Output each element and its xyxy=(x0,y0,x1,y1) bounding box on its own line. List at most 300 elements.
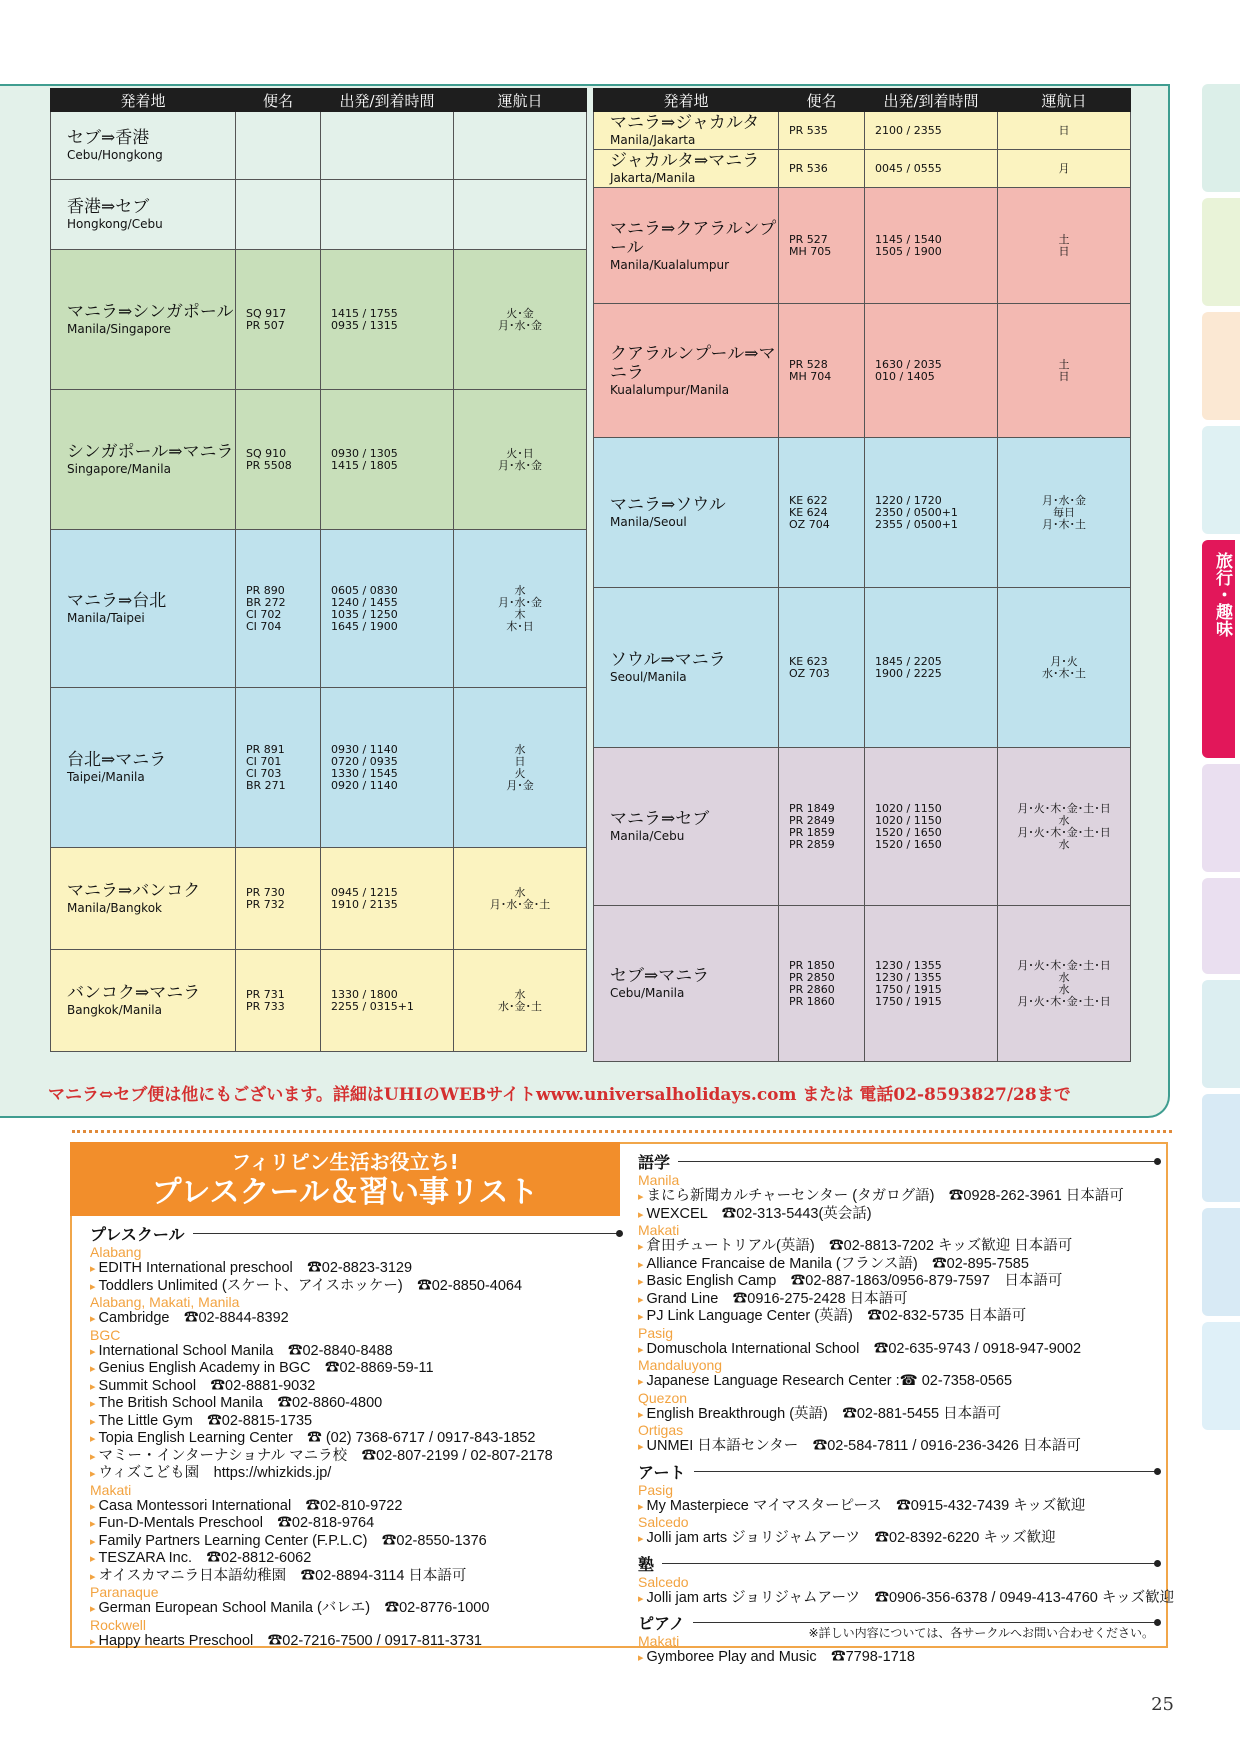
operating-days: 火 xyxy=(514,766,526,780)
side-tab[interactable] xyxy=(1202,1322,1240,1430)
route-jp: マニラ⇒バンコク xyxy=(67,881,201,901)
list-item: ▸ The Little Gym ☎02-8815-1735 xyxy=(90,1413,620,1431)
list-item: ▸ マミー・インターナショナル マニラ校 ☎02-807-2199 / 02-807-2178 xyxy=(90,1448,620,1466)
flight-table-right xyxy=(593,88,1131,1062)
operating-days: 水 xyxy=(1058,970,1070,984)
list-item: ▸ UNMEI 日本語センター ☎02-584-7811 / 0916-236-3426 日本語可 xyxy=(638,1438,1158,1456)
list-item: ▸ My Masterpiece マイマスターピース ☎0915-432-7439 キッズ歓迎 xyxy=(638,1498,1158,1516)
header-origin: 発着地 xyxy=(51,89,236,112)
days-cell xyxy=(998,112,1131,150)
flight-number: PR 528 xyxy=(789,357,828,371)
banner-title: プレスクール＆習い事リスト xyxy=(151,1175,539,1210)
flight-number: PR 890 xyxy=(246,583,285,597)
time-cell xyxy=(865,438,998,588)
list-banner xyxy=(70,1142,620,1216)
operating-days: 月･火 xyxy=(1050,654,1078,668)
flight-time: 1645 / 1900 xyxy=(331,619,398,633)
route-en: Singapore/Manila xyxy=(67,462,171,476)
route-jp: マニラ⇒ソウル xyxy=(610,495,726,515)
operating-days: 月･火･木･金･土･日 xyxy=(1017,994,1111,1008)
flight-time: 2100 / 2355 xyxy=(875,123,942,137)
header-time: 出発/到着時間 xyxy=(321,89,454,112)
flight-time: 1750 / 1915 xyxy=(875,994,942,1008)
route-en: Hongkong/Cebu xyxy=(67,217,163,231)
list-item: ▸ Genius English Academy in BGC ☎02-8869-59-11 xyxy=(90,1360,620,1378)
list-column-right xyxy=(638,1146,1175,1667)
header-days: 運航日 xyxy=(998,89,1131,112)
route-jp: 香港⇒セブ xyxy=(67,197,150,217)
time-cell xyxy=(321,848,454,950)
flight-time: 1505 / 1900 xyxy=(875,244,942,258)
operating-days: 月 xyxy=(1058,161,1070,175)
side-tab[interactable] xyxy=(1202,426,1240,534)
operating-days: 水 xyxy=(1058,813,1070,827)
time-cell xyxy=(321,688,454,848)
time-cell xyxy=(321,530,454,688)
days-cell xyxy=(998,188,1131,304)
flight-row xyxy=(51,950,587,1052)
list-item: ▸ Toddlers Unlimited (スケート、アイスホッケー) ☎02-8850-4064 xyxy=(90,1278,620,1296)
flight-number: PR 2849 xyxy=(789,813,835,827)
flight-number: BR 272 xyxy=(246,595,286,609)
flight-number: PR 1850 xyxy=(789,958,835,972)
time-cell xyxy=(865,748,998,906)
time-cell xyxy=(321,180,454,250)
list-item: ▸ Topia English Learning Center ☎ (02) 7368-6717 / 0917-843-1852 xyxy=(90,1430,620,1448)
flight-number: OZ 703 xyxy=(789,666,830,680)
route-en: Cebu/Manila xyxy=(610,986,685,1000)
header-flight: 便名 xyxy=(779,89,865,112)
flight-cell xyxy=(779,304,865,438)
list-item: ▸ Happy hearts Preschool ☎02-7216-7500 / 0917-811-3731 xyxy=(90,1633,620,1651)
operating-days: 水 xyxy=(514,742,526,756)
time-cell xyxy=(321,390,454,530)
list-item: ▸ Jolli jam arts ジョリジャムアーツ ☎02-8392-6220 キッズ歓迎 xyxy=(638,1530,1158,1548)
category-label: プレスクール xyxy=(90,1227,185,1244)
route-en: Seoul/Manila xyxy=(610,670,687,684)
side-index-tabs xyxy=(1202,84,1240,1436)
area-label: Makati xyxy=(638,1633,680,1649)
side-tab[interactable] xyxy=(1202,764,1240,872)
area-label: Mandaluyong xyxy=(638,1357,723,1373)
route-jp: ジャカルタ⇒マニラ xyxy=(610,151,760,171)
flight-time: 1020 / 1150 xyxy=(875,813,942,827)
operating-days: 水 xyxy=(514,885,526,899)
flight-time: 0920 / 1140 xyxy=(331,778,398,792)
area-label: Manila xyxy=(638,1172,680,1188)
list-category xyxy=(638,1460,1158,1483)
route-en: Manila/Jakarta xyxy=(610,133,696,147)
flight-cell xyxy=(236,390,321,530)
days-cell xyxy=(998,906,1131,1062)
flight-number: PR 731 xyxy=(246,987,285,1001)
operating-days: 水 xyxy=(1058,982,1070,996)
days-cell xyxy=(998,438,1131,588)
flight-cell xyxy=(236,112,321,180)
list-item: ▸ Gymboree Play and Music ☎7798-1718 xyxy=(638,1649,1158,1667)
flight-number: MH 704 xyxy=(789,369,832,383)
list-category xyxy=(638,1150,1158,1173)
route-cell xyxy=(51,390,236,530)
days-cell xyxy=(998,150,1131,188)
operating-days: 水 xyxy=(1058,837,1070,851)
list-item: ▸ 倉田チュートリアル(英語) ☎02-8813-7202 キッズ歓迎 日本語可 xyxy=(638,1238,1158,1256)
flight-cell xyxy=(779,112,865,150)
list-item: ▸ Summit School ☎02-8881-9032 xyxy=(90,1378,620,1396)
flight-time: 1900 / 2225 xyxy=(875,666,942,680)
operating-days: 月･水･金 xyxy=(1042,493,1086,507)
list-item: ▸ ウィズこども園 https://whizkids.jp/ xyxy=(90,1465,620,1483)
header-days: 運航日 xyxy=(454,89,587,112)
flight-number: PR 2860 xyxy=(789,982,835,996)
operating-days: 月･水･金･土 xyxy=(489,897,551,911)
flight-time: 0045 / 0555 xyxy=(875,161,942,175)
operating-days: 火･日 xyxy=(506,446,534,460)
operating-days: 日 xyxy=(1058,123,1070,137)
flight-number: PR 1860 xyxy=(789,994,835,1008)
days-cell xyxy=(454,112,587,180)
route-jp: シンガポール⇒マニラ xyxy=(67,442,234,462)
side-tab[interactable] xyxy=(1202,312,1240,420)
route-jp: セブ⇒マニラ xyxy=(610,966,710,986)
flight-time: 1415 / 1755 xyxy=(331,306,398,320)
flight-number: CI 703 xyxy=(246,766,282,780)
operating-days: 月･水･金 xyxy=(498,458,542,472)
area-label: Quezon xyxy=(638,1389,688,1406)
header-time: 出発/到着時間 xyxy=(865,89,998,112)
operating-days: 水･金･土 xyxy=(498,999,542,1013)
area-label: Makati xyxy=(90,1481,132,1498)
flight-row xyxy=(594,112,1131,150)
route-en: Manila/Seoul xyxy=(610,515,687,529)
list-category xyxy=(90,1222,620,1245)
flight-time: 0945 / 1215 xyxy=(331,885,398,899)
route-jp: クアラルンプール⇒マニラ xyxy=(610,343,776,383)
flight-cell xyxy=(236,530,321,688)
flight-notice: マニラ⇔セブ便は他にもございます。詳細はUHIのWEBサイトwww.universalholidays.com または 電話02-8593827/28まで xyxy=(48,1085,1071,1105)
route-cell xyxy=(594,906,779,1062)
flight-number: PR 2859 xyxy=(789,837,835,851)
route-jp: ソウル⇒マニラ xyxy=(610,650,726,670)
flight-time: 0930 / 1140 xyxy=(331,742,398,756)
side-tab[interactable] xyxy=(1202,980,1240,1088)
category-rule xyxy=(662,1563,1158,1564)
footnote: ※詳しい内容については、各サークルへお問い合わせください。 xyxy=(808,1626,1154,1640)
flight-table-left xyxy=(50,88,587,1052)
route-cell xyxy=(594,438,779,588)
flight-number: PR 5508 xyxy=(246,458,292,472)
area-label: Alabang, Makati, Manila xyxy=(90,1294,240,1310)
list-item: ▸ German European School Manila (バレエ) ☎02-8776-1000 xyxy=(90,1600,620,1618)
time-cell xyxy=(321,250,454,390)
flight-time: 2255 / 0315+1 xyxy=(331,999,414,1013)
time-cell xyxy=(865,588,998,748)
operating-days: 月･火･木･金･土･日 xyxy=(1017,825,1111,839)
flight-time: 2355 / 0500+1 xyxy=(875,517,958,531)
flight-row xyxy=(594,304,1131,438)
flight-row xyxy=(594,188,1131,304)
route-en: Taipei/Manila xyxy=(67,770,145,784)
flight-row xyxy=(51,390,587,530)
route-en: Manila/Taipei xyxy=(67,611,145,625)
list-item: ▸ English Breakthrough (英語) ☎02-881-5455 日本語可 xyxy=(638,1406,1158,1424)
route-cell xyxy=(51,250,236,390)
route-jp: セブ⇒香港 xyxy=(67,128,150,148)
flight-row xyxy=(594,150,1131,188)
category-label: アート xyxy=(638,1464,686,1482)
route-en: Manila/Bangkok xyxy=(67,901,162,915)
days-cell xyxy=(998,748,1131,906)
flight-time: 1220 / 1720 xyxy=(875,493,942,507)
list-item: ▸ オイスカマニラ日本語幼稚園 ☎02-8894-3114 日本語可 xyxy=(90,1568,620,1586)
list-item: ▸ EDITH International preschool ☎02-8823-3129 xyxy=(90,1260,620,1278)
operating-days: 月･金 xyxy=(506,778,534,792)
time-cell xyxy=(865,188,998,304)
time-cell xyxy=(321,112,454,180)
flight-number: CI 702 xyxy=(246,607,282,621)
flight-number: PR 1859 xyxy=(789,825,835,839)
flight-number: PR 2850 xyxy=(789,970,835,984)
flight-row xyxy=(51,848,587,950)
route-jp: マニラ⇒シンガポール xyxy=(67,302,234,322)
route-en: Manila/Singapore xyxy=(67,322,171,336)
dotted-divider xyxy=(72,1130,1172,1133)
area-label: Alabang xyxy=(90,1244,142,1260)
days-cell xyxy=(454,848,587,950)
flight-cell xyxy=(236,180,321,250)
flight-time: 1520 / 1650 xyxy=(875,825,942,839)
flight-row xyxy=(594,748,1131,906)
list-item: ▸ International School Manila ☎02-8840-8488 xyxy=(90,1343,620,1361)
route-jp: 台北⇒マニラ xyxy=(67,750,167,770)
flight-time: 010 / 1405 xyxy=(875,369,935,383)
flight-number: PR 730 xyxy=(246,885,285,899)
flight-number: PR 733 xyxy=(246,999,285,1013)
flight-number: CI 701 xyxy=(246,754,282,768)
route-jp: バンコク⇒マニラ xyxy=(67,983,201,1003)
flight-row xyxy=(51,688,587,848)
list-item: ▸ WEXCEL ☎02-313-5443(英会話) xyxy=(638,1206,1158,1224)
flight-time: 1230 / 1355 xyxy=(875,970,942,984)
operating-days: 水･木･土 xyxy=(1042,666,1086,680)
route-cell xyxy=(51,180,236,250)
flight-time: 1020 / 1150 xyxy=(875,801,942,815)
page-number: 25 xyxy=(1151,1694,1174,1715)
days-cell xyxy=(454,180,587,250)
route-en: Manila/Kualalumpur xyxy=(610,257,730,272)
list-item: ▸ Alliance Francaise de Manila (フランス語) ☎02-895-7585 xyxy=(638,1256,1158,1274)
category-label: 語学 xyxy=(638,1155,671,1172)
route-jp: マニラ⇒クアラルンプール xyxy=(610,218,777,258)
flight-time: 1630 / 2035 xyxy=(875,357,942,371)
route-cell xyxy=(594,188,779,304)
route-en: Cebu/Hongkong xyxy=(67,148,163,162)
route-en: Jakarta/Manila xyxy=(610,171,696,185)
time-cell xyxy=(321,950,454,1052)
operating-days: 水 xyxy=(514,583,526,597)
operating-days: 土 xyxy=(1058,357,1070,371)
flight-cell xyxy=(236,848,321,950)
flight-cell xyxy=(779,748,865,906)
operating-days: 水 xyxy=(514,987,526,1001)
side-tab[interactable] xyxy=(1202,878,1240,974)
area-label: Pasig xyxy=(638,1324,674,1341)
flight-cell xyxy=(236,688,321,848)
category-rule xyxy=(193,1233,620,1234)
flight-number: SQ 917 xyxy=(246,306,287,320)
days-cell xyxy=(998,588,1131,748)
flight-number: PR 891 xyxy=(246,742,285,756)
route-jp: マニラ⇒セブ xyxy=(610,809,710,829)
flight-time: 1910 / 2135 xyxy=(331,897,398,911)
days-cell xyxy=(998,304,1131,438)
flight-number: PR 536 xyxy=(789,161,828,175)
operating-days: 土 xyxy=(1058,232,1070,246)
operating-days: 月･火･木･金･土･日 xyxy=(1017,801,1111,815)
category-rule xyxy=(678,1161,1158,1162)
banner-subtitle: フィリピン生活お役立ち! xyxy=(231,1150,459,1174)
flight-time: 1240 / 1455 xyxy=(331,595,398,609)
route-cell xyxy=(594,304,779,438)
list-item: ▸ Casa Montessori International ☎02-810-9722 xyxy=(90,1498,620,1516)
days-cell xyxy=(454,530,587,688)
list-item: ▸ まにら新聞カルチャーセンター (タガログ語) ☎0928-262-3961 日本語可 xyxy=(638,1188,1158,1206)
area-label: Ortigas xyxy=(638,1422,684,1438)
area-label: Rockwell xyxy=(90,1616,147,1633)
flight-time: 0930 / 1305 xyxy=(331,446,398,460)
route-en: Manila/Cebu xyxy=(610,829,685,843)
time-cell xyxy=(865,304,998,438)
list-item: ▸ Jolli jam arts ジョリジャムアーツ ☎0906-356-6378 / 0949-413-4760 キッズ歓迎 xyxy=(638,1590,1158,1608)
list-item: ▸ Basic English Camp ☎02-887-1863/0956-879-7597 日本語可 xyxy=(638,1273,1158,1291)
flight-time: 0720 / 0935 xyxy=(331,754,398,768)
flight-number: CI 704 xyxy=(246,619,282,633)
days-cell xyxy=(454,688,587,848)
flight-time: 1330 / 1545 xyxy=(331,766,398,780)
area-label: Paranaque xyxy=(90,1584,159,1600)
time-cell xyxy=(865,150,998,188)
category-rule xyxy=(694,1471,1158,1472)
flight-row xyxy=(594,438,1131,588)
area-label: Salcedo xyxy=(638,1573,689,1590)
route-en: Bangkok/Manila xyxy=(67,1003,162,1017)
flight-number: PR 1849 xyxy=(789,801,835,815)
area-label: Makati xyxy=(638,1222,680,1238)
list-item: ▸ TESZARA Inc. ☎02-8812-6062 xyxy=(90,1550,620,1568)
route-cell xyxy=(51,530,236,688)
flight-time: 1750 / 1915 xyxy=(875,982,942,996)
flight-cell xyxy=(779,588,865,748)
flight-number: MH 705 xyxy=(789,244,832,258)
operating-days: 月･木･土 xyxy=(1042,517,1086,531)
list-category xyxy=(638,1552,1158,1575)
route-cell xyxy=(51,688,236,848)
operating-days: 日 xyxy=(514,754,526,768)
side-tab-travel-hobby[interactable]: 旅行・趣味 xyxy=(1202,540,1235,758)
flight-number: KE 622 xyxy=(789,493,828,507)
area-label: Salcedo xyxy=(638,1514,689,1530)
flight-number: BR 271 xyxy=(246,778,286,792)
operating-days: 木･日 xyxy=(506,619,534,633)
flight-time: 0605 / 0830 xyxy=(331,583,398,597)
flight-cell xyxy=(236,250,321,390)
list-item: ▸ Fun-D-Mentals Preschool ☎02-818-9764 xyxy=(90,1515,620,1533)
route-jp: マニラ⇒ジャカルタ xyxy=(610,113,760,133)
route-cell xyxy=(51,848,236,950)
route-cell xyxy=(594,748,779,906)
side-tab[interactable] xyxy=(1202,1208,1240,1316)
list-item: ▸ Domuschola International School ☎02-635-9743 / 0918-947-9002 xyxy=(638,1341,1158,1359)
operating-days: 火･金 xyxy=(506,306,534,320)
category-rule xyxy=(693,1622,1158,1623)
flight-time: 1145 / 1540 xyxy=(875,232,942,246)
route-cell xyxy=(594,112,779,150)
route-en: Kualalumpur/Manila xyxy=(610,382,730,397)
flight-row xyxy=(594,588,1131,748)
operating-days: 日 xyxy=(1058,244,1070,258)
flight-number: PR 507 xyxy=(246,318,285,332)
route-cell xyxy=(51,112,236,180)
side-tab[interactable] xyxy=(1202,84,1240,192)
flight-cell xyxy=(236,950,321,1052)
flight-row xyxy=(51,180,587,250)
days-cell xyxy=(454,950,587,1052)
flight-cell xyxy=(779,906,865,1062)
list-column-left xyxy=(90,1218,620,1650)
flight-time: 1845 / 2205 xyxy=(875,654,942,668)
list-item: ▸ Family Partners Learning Center (F.P.L.C) ☎02-8550-1376 xyxy=(90,1533,620,1551)
days-cell xyxy=(454,390,587,530)
flight-time: 1330 / 1800 xyxy=(331,987,398,1001)
side-tab[interactable] xyxy=(1202,198,1240,306)
flight-time: 1415 / 1805 xyxy=(331,458,398,472)
operating-days: 日 xyxy=(1058,369,1070,383)
list-item: ▸ The British School Manila ☎02-8860-4800 xyxy=(90,1395,620,1413)
flight-number: PR 732 xyxy=(246,897,285,911)
side-tab[interactable] xyxy=(1202,1094,1240,1202)
flight-cell xyxy=(779,438,865,588)
header-origin: 発着地 xyxy=(594,89,779,112)
category-label: ピアノ xyxy=(638,1616,685,1633)
days-cell xyxy=(454,250,587,390)
flight-number: OZ 704 xyxy=(789,517,830,531)
area-label: Pasig xyxy=(638,1481,674,1498)
flight-time: 1035 / 1250 xyxy=(331,607,398,621)
category-label: 塾 xyxy=(638,1556,655,1574)
flight-time: 2350 / 0500+1 xyxy=(875,505,958,519)
area-label: BGC xyxy=(90,1326,121,1343)
time-cell xyxy=(865,906,998,1062)
operating-days: 月･水･金 xyxy=(498,595,542,609)
flight-number: KE 624 xyxy=(789,505,828,519)
operating-days: 月･水･金 xyxy=(498,318,542,332)
flight-time: 1230 / 1355 xyxy=(875,958,942,972)
flight-row xyxy=(51,250,587,390)
flight-number: SQ 910 xyxy=(246,446,287,460)
flight-number: KE 623 xyxy=(789,654,828,668)
flight-time: 0935 / 1315 xyxy=(331,318,398,332)
header-flight: 便名 xyxy=(236,89,321,112)
list-item: ▸ Cambridge ☎02-8844-8392 xyxy=(90,1310,620,1328)
list-item: ▸ Grand Line ☎0916-275-2428 日本語可 xyxy=(638,1291,1158,1309)
flight-number: PR 535 xyxy=(789,123,828,137)
flight-row xyxy=(594,906,1131,1062)
list-item: ▸ PJ Link Language Center (英語) ☎02-832-5735 日本語可 xyxy=(638,1308,1158,1326)
list-item: ▸ Japanese Language Research Center :☎ 02-7358-0565 xyxy=(638,1373,1158,1391)
route-cell xyxy=(594,588,779,748)
route-cell xyxy=(51,950,236,1052)
operating-days: 木 xyxy=(514,607,526,621)
